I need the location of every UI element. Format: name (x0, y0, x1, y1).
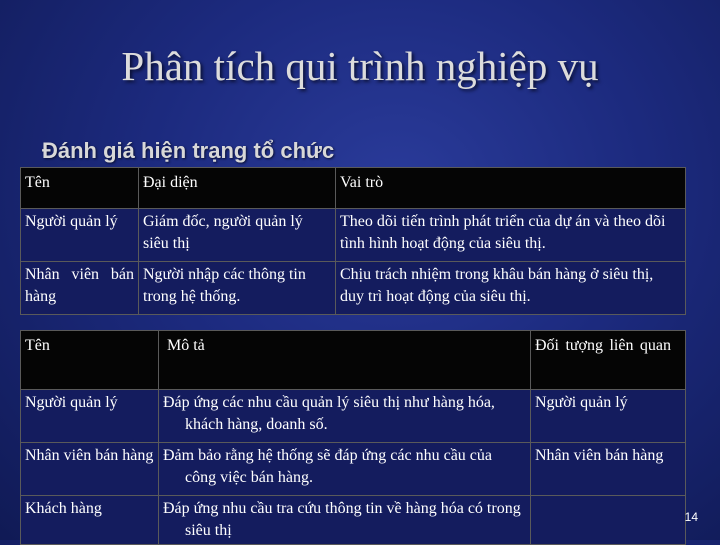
cell-related: Nhân viên bán hàng (531, 443, 686, 496)
cell-related (531, 496, 686, 545)
cell-representative: Người nhập các thông tin trong hệ thống. (139, 262, 336, 315)
cell-description: Đáp ứng các nhu cầu quản lý siêu thị như hàng hóa, khách hàng, doanh số. (159, 390, 531, 443)
cell-representative: Giám đốc, người quản lý siêu thị (139, 209, 336, 262)
header-name: Tên (21, 168, 139, 209)
stakeholders-table (20, 330, 686, 545)
cell-name: Nhân viên bán hàng (21, 443, 159, 496)
stakeholders-table-header (21, 331, 686, 390)
table-row (21, 443, 686, 496)
header-name: Tên (21, 331, 159, 390)
slide-title: Phân tích qui trình nghiệp vụ (121, 43, 599, 89)
table-row (21, 262, 686, 315)
slide-subtitle: Đánh giá hiện trạng tổ chức (42, 138, 335, 163)
header-related: Đối tượng liên quan (531, 331, 686, 390)
cell-role: Theo dõi tiến trình phát triển của dự án và theo dõi tình hình hoạt động của siêu thị. (336, 209, 686, 262)
table-row (21, 496, 686, 545)
cell-role: Chịu trách nhiệm trong khâu bán hàng ở siêu thị, duy trì hoạt động của siêu thị. (336, 262, 686, 315)
cell-description: Đảm bảo rằng hệ thống sẽ đáp ứng các nhu cầu của công việc bán hàng. (159, 443, 531, 496)
roles-table-header (21, 168, 686, 209)
header-role: Vai trò (336, 168, 686, 209)
cell-related: Người quản lý (531, 390, 686, 443)
cell-description: Đáp ứng nhu cầu tra cứu thông tin về hàng hóa có trong siêu thị (159, 496, 531, 545)
table-row (21, 209, 686, 262)
cell-name: Người quản lý (21, 390, 159, 443)
header-description: Mô tả (159, 331, 531, 390)
roles-table (20, 167, 686, 315)
header-representative: Đại diện (139, 168, 336, 209)
page-number: 14 (684, 510, 698, 524)
cell-name: Nhân viên bán hàng (21, 262, 139, 315)
cell-name: Khách hàng (21, 496, 159, 545)
table-row (21, 390, 686, 443)
cell-name: Người quản lý (21, 209, 139, 262)
